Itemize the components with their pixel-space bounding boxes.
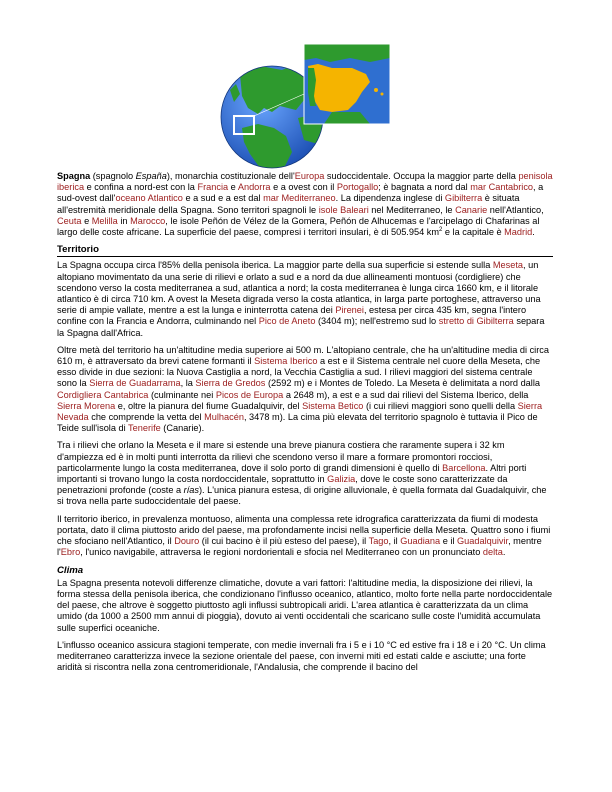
text-run: La Spagna occupa circa l'85% della penisola iberica. La maggior parte della sua superficie si estende sulla: [57, 260, 493, 271]
inline-link[interactable]: mar Mediterraneo: [263, 193, 336, 204]
section-heading-territorio: Territorio: [57, 244, 553, 257]
inline-link[interactable]: Sierra Nevada: [57, 400, 543, 423]
inline-link[interactable]: Meseta: [492, 260, 524, 271]
bold-term: Spagna: [57, 171, 91, 181]
text-run: , il: [388, 536, 401, 547]
inline-link[interactable]: Sierra de Guadarrama: [89, 378, 181, 389]
spain-locator-map: [220, 44, 390, 169]
text-run: , dove le coste sono caratterizzate da penetrazioni profonde (coste a: [57, 474, 508, 496]
text-run: , la: [180, 378, 196, 389]
text-run: , mentre l': [57, 536, 542, 558]
text-run: e: [81, 215, 92, 226]
territorio-paragraph-3: [57, 440, 553, 507]
superscript: 2: [439, 226, 443, 233]
inline-link[interactable]: Portogallo: [336, 182, 379, 193]
text-run: ; è bagnata a nord dal: [378, 182, 471, 193]
inline-link[interactable]: delta: [482, 547, 503, 558]
section-heading-clima: Clima: [57, 564, 84, 576]
inline-link[interactable]: Melilla: [91, 215, 118, 226]
text-run: e confina a nord-est con la: [84, 182, 198, 193]
inline-link[interactable]: oceano Atlantico: [115, 193, 183, 204]
text-run: La Spagna presenta notevoli differenze climatiche, dovute a vari fattori: l'altitudine media, la disposizione dei rilievi, la forma stessa della penisola iberica, che condizionano l'influsso oceanico, atlantico, molto forte nella parte nordoccidentale del paese, che altrove è soggetto piuttosto agli influssi subtropicali aridi. L'area atlantica è caratterizzata da un clima umido (da 1000 a 2500 mm annui di pioggia), dovuto ai venti occidentali che scaricano sulle coste l'umidità accumulata sulle superfici oceaniche.: [57, 577, 553, 633]
text-run: . Altri porti importanti si trovano lungo la costa nordoccidentale, soprattutto in: [57, 462, 527, 485]
intro-paragraph: [57, 171, 553, 238]
italic-term: España: [135, 171, 167, 181]
text-run: (i cui rilievi maggiori sono quelli della: [363, 400, 518, 411]
text-run: , l'unico navigabile, attraversa le regioni nordorientali e sfocia nel Mediterraneo con un pronunciato: [80, 547, 483, 558]
inline-link[interactable]: Sistema Betico: [302, 400, 364, 411]
text-run: nel Mediterraneo, le: [368, 204, 456, 215]
inline-link[interactable]: Francia: [197, 182, 229, 193]
inline-link[interactable]: Barcellona: [442, 462, 486, 473]
text-run: (3404 m); nell'estremo sud lo: [315, 316, 439, 327]
text-run: e a ovest con il: [270, 182, 337, 193]
text-run: Oltre metà del territorio ha un'altitudine media superiore ai 500 m. L'altopiano centrale, che ha un'altitudine media di circa 610 m, è attraversato da brevi catene formanti il: [57, 344, 549, 367]
text-run: .: [532, 227, 535, 238]
text-run: e la capitale è: [442, 227, 505, 238]
text-run: e a sud e a est dal: [182, 193, 264, 204]
text-run: che comprende la vetta del: [88, 412, 205, 423]
text-run: Il territorio iberico, in prevalenza montuoso, alimenta una complessa rete idrografica caratterizzata da fiumi di modesta portata, dato il clima piuttosto arido del paese, ma profondamente incisi nella superficie della Meseta. Quattro sono i fiumi che sfociano nell'Atlantico, il: [57, 513, 551, 547]
inline-link[interactable]: Ceuta: [57, 215, 82, 226]
inline-link[interactable]: Canarie: [455, 204, 488, 215]
inline-link[interactable]: Sistema Iberico: [254, 356, 318, 367]
italic-term: rías: [183, 485, 199, 496]
inline-link[interactable]: Tenerife: [128, 423, 161, 434]
text-run: e: [228, 182, 238, 193]
inline-link[interactable]: mar Cantabrico: [470, 182, 534, 193]
article-body: [57, 171, 553, 679]
territorio-paragraph-4: [57, 514, 553, 559]
inline-link[interactable]: penisola iberica: [57, 171, 553, 193]
inline-link[interactable]: Sierra de Gredos: [195, 378, 266, 389]
text-run: , estesa per circa 435 km, segna l'intero confine con la Francia e Andorra, culminando nel: [57, 305, 527, 327]
text-run: a est e il Sistema centrale nel cuore della Meseta, che esso divide in due sezioni: la Nuova Castiglia a nord, la Vecchia Castiglia a sud. I rilievi maggiori del sistema centrale sono la: [57, 356, 541, 389]
text-run: (Canarie).: [160, 423, 205, 434]
inline-link[interactable]: Sierra Morena: [57, 400, 116, 411]
text-run: , 3478 m). La cima più elevata del territorio spagnolo è tuttavia il Pico de Teide sull'isola di: [57, 412, 538, 434]
text-run: è situata all'estremità meridionale della Spagna. Sono territori spagnoli le: [57, 193, 520, 215]
inline-link[interactable]: Galizia: [327, 474, 356, 485]
text-run: ), monarchia costituzionale dell': [166, 171, 295, 181]
text-run: .: [502, 547, 506, 558]
inline-link[interactable]: Marocco: [130, 215, 166, 226]
inline-link[interactable]: Guadiana: [400, 536, 441, 547]
inline-link[interactable]: Tago: [368, 536, 389, 547]
globe-map-icon: [220, 44, 390, 169]
text-run: Tra i rilievi che orlano la Meseta e il mare si estende una breve pianura costiera che raramente supera i 32 km d'ampiezza ed è in molti punti interrotta da rilievi che scendono verso il mare a formare promontori rocciosi, particolarmente lungo la costa mediterranea, dove il solo porto di grandi dimensioni è quello di: [57, 440, 505, 473]
clima-paragraph-1: [57, 578, 553, 634]
spain-inset-map: [304, 44, 390, 124]
text-run: a 2648 m), a est e a sud dai rilievi del Sistema Iberico, della: [283, 389, 529, 400]
text-run: sudoccidentale. Occupa la maggior parte della: [324, 171, 519, 181]
text-run: e, oltre la pianura del fiume Guadalquivir, del: [115, 400, 303, 411]
text-run: . La dipendenza inglese di: [335, 193, 445, 204]
inline-link[interactable]: stretto di Gibilterra: [438, 316, 514, 327]
text-run: L'influsso oceanico assicura stagioni temperate, con medie invernali fra i 5 e i 10 °C ed estive fra i 18 e i 20 °C. Un clima mediterraneo caratterizza invece la sezione orientale del paese, con inverni miti ed estati calde e asciutte; una forte aridità si riscontra nella zona centromeridionale, l'Andalusia, che comprende il bacino del: [57, 639, 546, 673]
text-run: ). L'unica pianura estesa, di origine alluvionale, è quella formata dal Guadalquivir, che si trova nella parte sudoccidentale del paese.: [57, 485, 547, 507]
inline-link[interactable]: Europa: [294, 171, 325, 181]
text-run: , a sud-ovest dall': [57, 182, 544, 204]
text-run: , un altopiano movimentato da una serie di rilievi e orlato a sud e a nord da due allineamenti montuosi (cordigliere) che scendono verso la costa mediterranea a sud, atlantica a nord; la costa mediterranea è lunga circa 1660 km, e il litorale atlantico è di circa 710 km. A ovest la Meseta digrada verso la costa atlantica, in larga parte portoghese, attraverso una serie di ampie vallate, mentre a est la lunga e ininterrotta catena dei: [57, 260, 541, 316]
inline-link[interactable]: Douro: [174, 536, 200, 547]
text-run: (il cui bacino è il più esteso del paese), il: [199, 536, 369, 547]
text-run: (spagnolo: [90, 171, 136, 181]
inline-link[interactable]: Pirenei: [335, 305, 364, 316]
inline-link[interactable]: Gibilterra: [444, 193, 483, 204]
inline-link[interactable]: Madrid: [504, 227, 533, 238]
inline-link[interactable]: Cordigliera Cantabrica: [57, 389, 149, 400]
clima-paragraph-2: [57, 640, 553, 674]
inline-link[interactable]: Guadalquivir: [457, 536, 509, 547]
text-run: (culminante nei: [148, 389, 216, 400]
text-run: in: [117, 215, 131, 226]
inline-link[interactable]: Ebro: [60, 547, 81, 558]
text-run: e il: [440, 536, 457, 547]
inline-link[interactable]: Mulhacén: [204, 412, 244, 423]
text-run: , le isole Peñón de Vélez de la Gomera, Peñón de Alhucemas e l'arcipelago di Chafarinas al largo delle coste africane. La superficie del paese, compresi i territori insulari, è di 505.954 km: [57, 215, 540, 238]
inline-link[interactable]: isole Baleari: [318, 204, 369, 215]
territorio-paragraph-1: [57, 260, 553, 338]
territorio-paragraph-2: [57, 345, 553, 435]
inline-link[interactable]: Pico de Aneto: [258, 316, 316, 327]
text-run: separa la Spagna dall'Africa.: [57, 316, 545, 338]
text-run: (2592 m) e i Montes de Toledo. La Meseta è delimitata a nord dalla: [265, 378, 540, 389]
inline-link[interactable]: Andorra: [237, 182, 271, 193]
inline-link[interactable]: Picos de Europa: [215, 389, 284, 400]
text-run: nell'Atlantico,: [487, 204, 544, 215]
